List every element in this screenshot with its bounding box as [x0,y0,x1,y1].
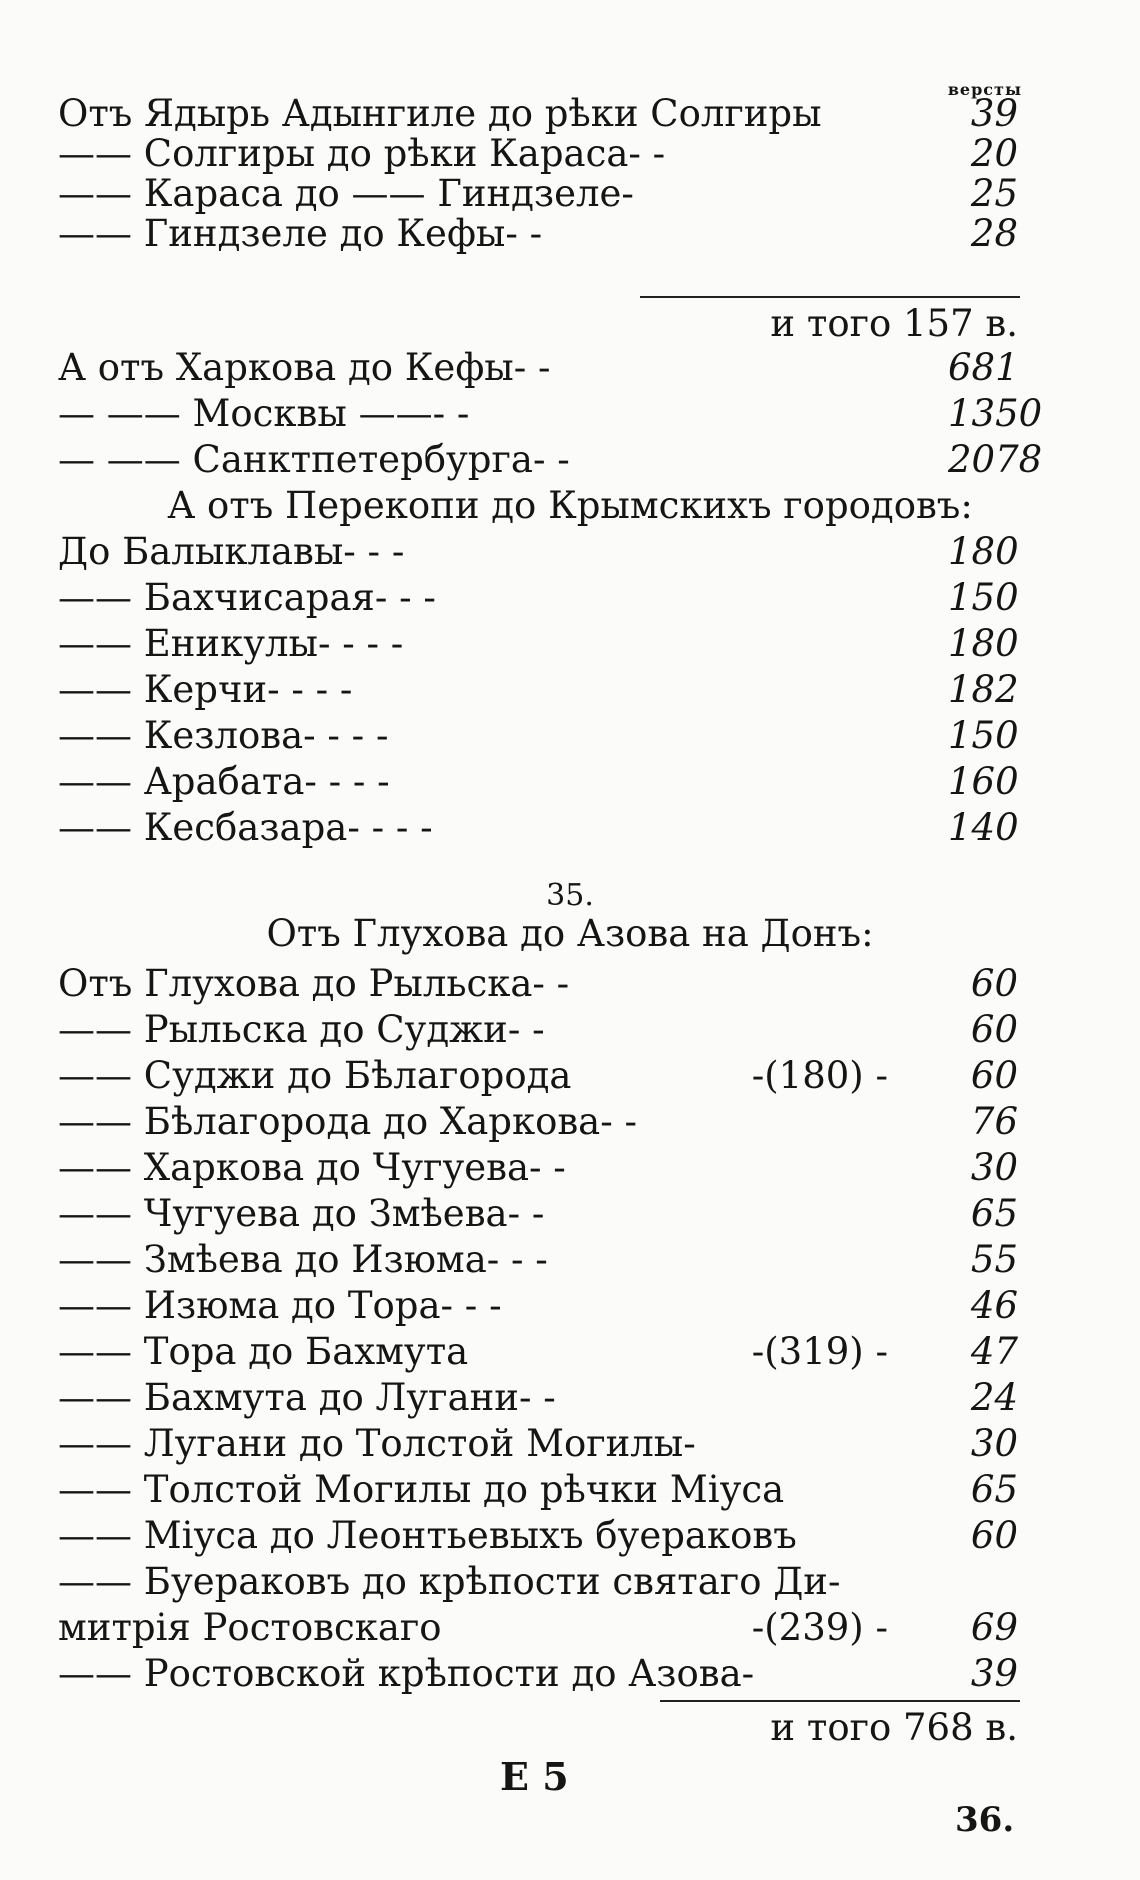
dot-leader: - - [628,132,666,175]
distance-value: 150 [948,714,1019,757]
table-row [58,530,1018,574]
table-row [58,1606,1018,1650]
table-row [58,1238,1018,1282]
route-label: —— Суджи до Бѣлагорода [58,1054,572,1097]
dot-leader: - - - - [317,622,404,665]
distance-value: 47 [970,1330,1018,1373]
total-rule [660,1700,1020,1702]
table-row [58,172,1018,216]
distance-value: 30 [970,1422,1018,1465]
distance-value: 69 [970,1606,1018,1649]
table-row [58,1100,1018,1144]
distance-value: 180 [948,622,1019,665]
table-row [58,1422,1018,1466]
dot-leader: - - - [343,530,405,573]
dot-leader: - - [507,1008,545,1051]
distance-value: 55 [970,1238,1018,1281]
printer-signature: E 5 [500,1754,569,1799]
route-label: —— Гиндзеле до Кефы [58,212,506,255]
route-label: Отъ Ядырь Адынгиле до рѣки Солгиры [58,92,822,135]
table-row [58,622,1018,666]
route-label: —— Бѣлагорода до Харкова [58,1100,601,1143]
subtotal: -(180) - [751,1054,888,1097]
table-row [58,806,1018,850]
table-row [58,346,1018,390]
route-label: —— Чугуева до Змѣева [58,1192,508,1235]
table-row [58,668,1018,712]
route-label: — —— Санктпетербурга [58,438,533,481]
dot-leader: - - [600,1100,638,1143]
table-row [58,1652,1018,1696]
dot-leader: - - - - [267,668,353,711]
dot-leader: - - - - [347,806,433,849]
distance-value: 39 [970,1652,1018,1695]
distance-value: 180 [948,530,1019,573]
dot-leader: - - [505,212,543,255]
table-row [58,1146,1018,1190]
route-label: —— Еникулы [58,622,318,665]
route-label: —— Ростовской крѣпости до Азова [58,1652,742,1695]
total-rule [640,296,1020,298]
section-total: и того 157 в. [770,302,1018,345]
dot-leader: - - [532,962,570,1005]
distance-value: 60 [970,1008,1018,1051]
route-label: —— Рыльска до Суджи [58,1008,508,1051]
dot-leader: - - - [486,1238,548,1281]
route-label: —— Керчи [58,668,268,711]
distance-value: 140 [948,806,1019,849]
distance-value: 60 [970,962,1018,1005]
route-label: —— Харкова до Чугуева [58,1146,530,1189]
distance-value: 39 [970,92,1018,135]
table-row [58,1330,1018,1374]
dot-leader: - [741,1652,755,1695]
distance-value: 60 [970,1054,1018,1097]
dot-leader: - [683,1422,696,1465]
dot-leader: - - - [440,1284,502,1327]
route-label: —— Змѣева до Изюма [58,1238,487,1281]
dot-leader: - - [518,1376,556,1419]
column-header-versts: версты [947,80,1022,99]
table-row [58,1008,1018,1052]
route-label: —— Буераковъ до крѣпости святаго Ди- [58,1560,841,1603]
table-row [58,1054,1018,1098]
distance-value: 65 [970,1468,1018,1511]
distance-value: 1350 [948,392,1043,435]
route-label: —— Бахчисарая [58,576,375,619]
section-heading: А отъ Перекопи до Крымскихъ городовъ: [167,484,973,527]
distance-value: 25 [970,172,1018,215]
table-row [58,576,1018,620]
table-row [58,1560,1018,1604]
dot-leader: - - - [374,576,436,619]
dot-leader: - - [532,438,570,481]
route-label: —— Караса до —— Гиндзеле [58,172,622,215]
dot-leader: - [621,172,634,215]
catchword: 36. [955,1800,1015,1840]
route-label: —— Арабата [58,760,305,803]
route-label: Отъ Глухова до Рыльска [58,962,533,1005]
table-row [58,1284,1018,1328]
table-row [58,962,1018,1006]
route-label: митрія Ростовскаго [58,1606,442,1649]
table-row [58,212,1018,256]
distance-value: 60 [970,1514,1018,1557]
table-row [58,760,1018,804]
subtotal: -(319) - [751,1330,888,1373]
dot-leader: - - - - [303,714,389,757]
distance-value: 681 [948,346,1019,389]
distance-value: 24 [970,1376,1018,1419]
distance-value: 46 [970,1284,1018,1327]
distance-value: 65 [970,1192,1018,1235]
route-label: —— Кезлова [58,714,304,757]
distance-value: 76 [970,1100,1018,1143]
table-row [58,438,1043,482]
distance-value: 28 [970,212,1018,255]
distance-value: 20 [970,132,1018,175]
table-row [58,92,1018,136]
distance-value: 182 [948,668,1019,711]
section-number: 35. [546,878,594,913]
dot-leader: - - [529,1146,566,1189]
route-label: —— Тора до Бахмута [58,1330,469,1373]
table-row [58,392,1043,436]
table-row [58,1192,1018,1236]
dot-leader: - - [432,392,470,435]
section-total: и того 768 в. [770,1706,1018,1749]
route-label: —— Лугани до Толстой Могилы [58,1422,684,1465]
distance-value: 2078 [948,438,1043,481]
route-label: —— Толстой Могилы до рѣчки Міуса [58,1468,785,1511]
distance-value: 30 [970,1146,1018,1189]
table-row [58,1468,1018,1512]
route-label: —— Кесбазара [58,806,348,849]
route-label: — —— Москвы —— [58,392,433,435]
dot-leader: - - [507,1192,545,1235]
route-label: До Балыклавы [58,530,344,573]
table-row [58,714,1018,758]
table-row [58,1376,1018,1420]
route-label: —— Бахмута до Лугани [58,1376,519,1419]
table-row [58,132,1018,176]
dot-leader: - - - - [304,760,390,803]
subtotal: -(239) - [751,1606,888,1649]
dot-leader: - - [513,346,551,389]
distance-value: 150 [948,576,1019,619]
route-label: —— Міуса до Леонтьевыхъ буераковъ [58,1514,797,1557]
section-heading: Отъ Глухова до Азова на Донъ: [266,912,874,955]
route-label: —— Изюма до Тора [58,1284,441,1327]
table-row [58,1514,1018,1558]
route-label: —— Солгиры до рѣки Караса [58,132,629,175]
distance-value: 160 [948,760,1019,803]
route-label: А отъ Харкова до Кефы [58,346,514,389]
